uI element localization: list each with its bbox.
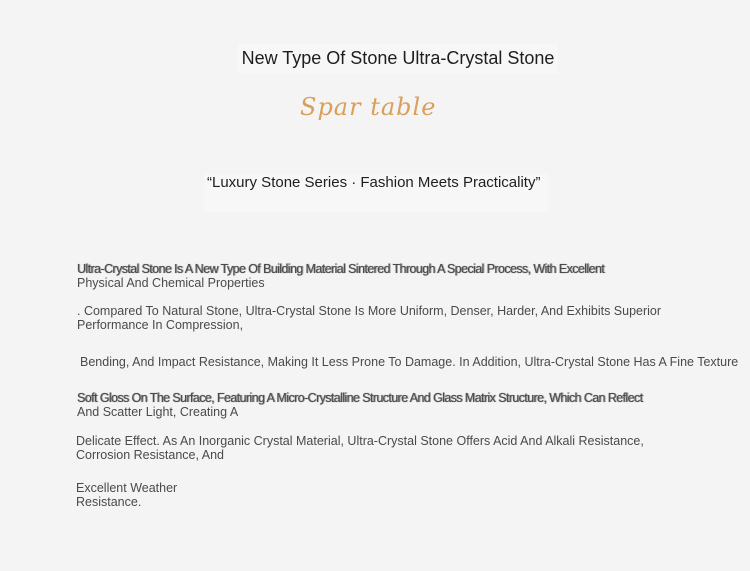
paragraph-4-line-1: Soft Gloss On The Surface, Featuring A Micro-Crystalline Structure And Glass Matrix Structure, Which Can Reflect <box>77 391 643 405</box>
paragraph-1-line-1: Ultra-Crystal Stone Is A New Type Of Building Material Sintered Through A Special Process, With Excellent <box>77 262 605 276</box>
spar-table-logo: Spar table <box>300 93 437 121</box>
paragraph-1-line-2: Physical And Chemical Properties <box>77 276 265 290</box>
subtitle: “Luxury Stone Series · Fashion Meets Practicality” <box>204 174 548 212</box>
paragraph-1 <box>77 262 697 290</box>
paragraph-4-line-2: And Scatter Light, Creating A <box>77 405 239 419</box>
paragraph-4 <box>77 391 697 419</box>
paragraph-2: . Compared To Natural Stone, Ultra-Crystal Stone Is More Uniform, Denser, Harder, And Exhibits Superior Performance In Compression, <box>77 304 662 332</box>
paragraph-5: Delicate Effect. As An Inorganic Crystal Material, Ultra-Crystal Stone Offers Acid And Alkali Resistance, Corrosion Resistance, And <box>76 434 644 462</box>
paragraph-3: Bending, And Impact Resistance, Making It Less Prone To Damage. In Addition, Ultra-Crystal Stone Has A Fine Texture <box>80 355 739 369</box>
paragraph-6: Excellent Weather Resistance. <box>76 481 178 509</box>
page-title: New Type Of Stone Ultra-Crystal Stone <box>238 44 558 74</box>
